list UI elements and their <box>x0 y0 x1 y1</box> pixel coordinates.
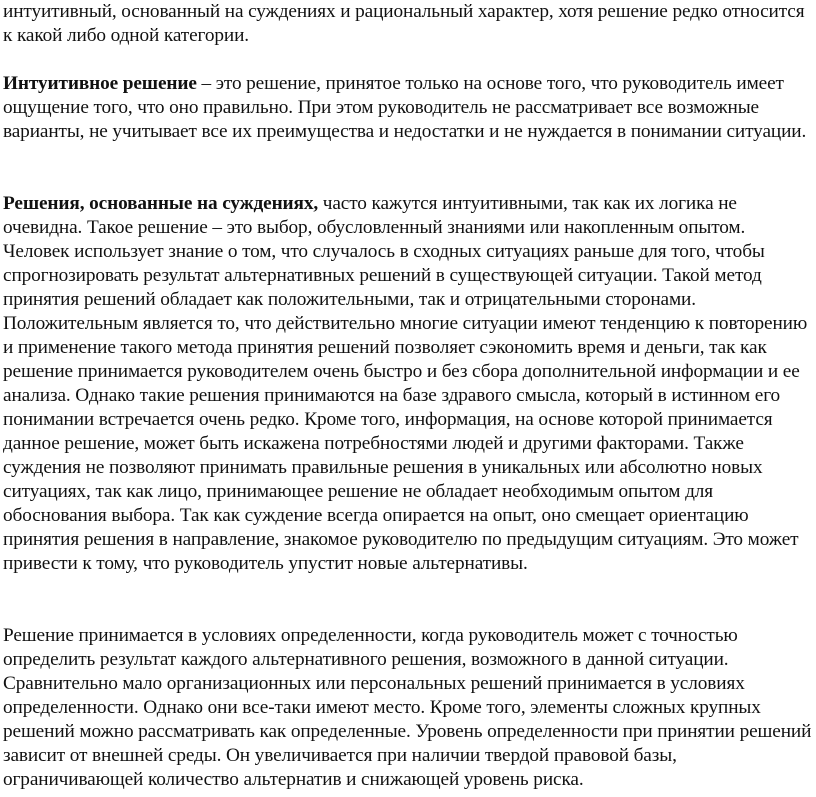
paragraph-text: часто кажутся интуитивными, так как их логика не очевидна. Такое решение – это выбор, обусловленный знаниями или накопленным опытом. Человек использует знание о том, что случалось в сходных ситуациях раньше для того, чтобы спрогнозировать результат альтернативных решений в существующей ситуации. Такой метод принятия решений обладает как положительными, так и отрицательными сторонами. Положительным является то, что действительно многие ситуации имеют тенденцию к повторению и применение такого метода принятия решений позволяет сэкономить время и деньги, так как решение принимается руководителем очень быстро и без сбора дополнительной информации и ее анализа. Однако такие решения принимаются на базе здравого смысла, который в истинном его понимании встречается очень редко. Кроме того, информация, на основе которой принимается данное решение, может быть искажена потребностями людей и другими факторами. Также суждения не позволяют принимать правильные решения в уникальных или абсолютно новых ситуациях, так как лицо, принимающее решение не обладает необходимым опытом для обоснования выбора. Так как суждение всегда опирается на опыт, оно смещает ориентацию принятия решения в направление, знакомое руководителю по предыдущим ситуациям. Это может привести к тому, что руководитель упустит новые альтернативы. <box>3 193 808 574</box>
paragraph-text: – это решение, принятое только на основе того, что руководитель имеет ощущение того, что оно правильно. При этом руководитель не рассматривает все возможные варианты, не учитывает все их преимущества и недостатки и не нуждается в понимании ситуации. <box>3 73 807 142</box>
paragraph-text: Решение принимается в условиях определенности, когда руководитель может с точностью определить результат каждого альтернативного решения, возможного в данной ситуации. Сравнительно мало организационных или персональных решений принимается в условиях определенности. Однако они все-таки имеют место. Кроме того, элементы сложных крупных решений можно рассматривать как определенные. Уровень определенности при принятии решений зависит от внешней среды. Он увеличивается при наличии твердой правовой базы, ограничивающей количество альтернатив и снижающей уровень риска. <box>3 625 812 790</box>
term-judgment-decisions: Решения, основанные на суждениях, <box>3 193 319 214</box>
term-intuitive-decision: Интуитивное решение <box>3 73 197 94</box>
paragraph-text: интуитивный, основанный на суждениях и рациональный характер, хотя решение редко относится к какой либо одной категории. <box>3 1 805 46</box>
paragraph-certainty-conditions <box>3 624 812 792</box>
paragraph-decision-types <box>3 0 812 48</box>
paragraph-judgment-decisions <box>3 192 812 576</box>
paragraph-intuitive-decision <box>3 72 812 144</box>
